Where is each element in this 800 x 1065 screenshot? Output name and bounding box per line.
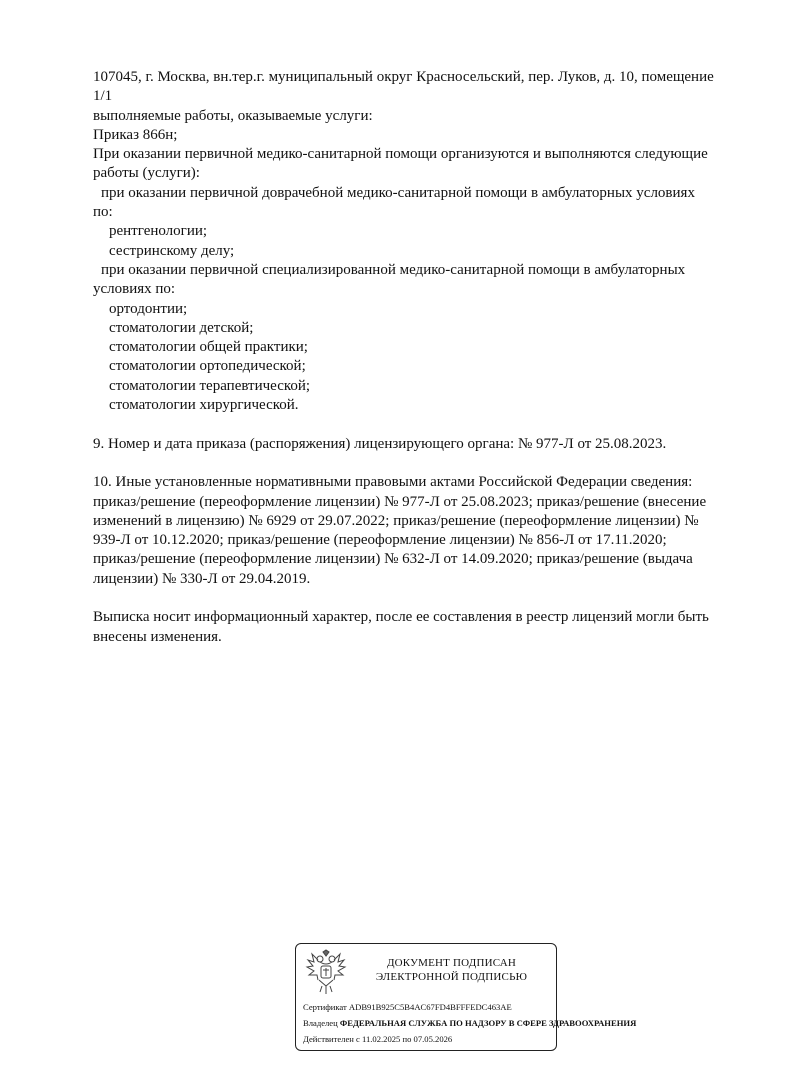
list-item: стоматологии детской; (109, 319, 254, 336)
list-item: сестринскому делу; (109, 242, 235, 259)
section-10-line: изменений в лицензию) № 6929 от 29.07.2022; приказ/решение (переоформление лицензии) № (93, 512, 699, 529)
section-10-line: 939-Л от 10.12.2020; приказ/решение (переоформление лицензии) № 856-Л от 17.11.2020; (93, 532, 667, 549)
certificate-label: Сертификат (303, 1002, 347, 1012)
spacer (93, 454, 763, 473)
owner-line (303, 1017, 636, 1029)
works-heading: выполняемые работы, оказываемые услуги: (93, 107, 373, 124)
disclaimer-line-2: внесены изменения. (93, 628, 222, 645)
prehospital-intro-line-1: при оказании первичной доврачебной медико-санитарной помощи в амбулаторных условиях (101, 184, 695, 201)
document-body (93, 68, 763, 647)
primary-intro-line-1: При оказании первичной медико-санитарной помощи организуются и выполняются следующие (93, 146, 708, 163)
validity-line: Действителен с 11.02.2025 по 07.05.2026 (303, 1034, 453, 1044)
stamp-title-line-1: ДОКУМЕНТ ПОДПИСАН (386, 957, 517, 969)
disclaimer-line-1: Выписка носит информационный характер, после ее составления в реестр лицензий могли быть (93, 609, 709, 626)
stamp-title-line-2: ЭЛЕКТРОННОЙ ПОДПИСЬЮ (375, 971, 528, 983)
owner-value: ФЕДЕРАЛЬНАЯ СЛУЖБА ПО НАДЗОРУ В СФЕРЕ ЗДРАВООХРАНЕНИЯ (339, 1018, 637, 1028)
spacer (93, 415, 763, 434)
section-10-line: 10. Иные установленные нормативными правовыми актами Российской Федерации сведения: (93, 474, 693, 491)
section-10-line: приказ/решение (переоформление лицензии) № 977-Л от 25.08.2023; приказ/решение (внесение (93, 493, 707, 510)
certificate-line (303, 1001, 512, 1013)
stamp-title (354, 956, 549, 984)
spacer (93, 589, 763, 608)
specialized-intro-line-2: условиях по: (93, 281, 176, 298)
specialized-intro-line-1: при оказании первичной специализированной медико-санитарной помощи в амбулаторных (101, 261, 686, 278)
signature-stamp (295, 943, 637, 1051)
list-item: стоматологии хирургической. (109, 397, 299, 414)
owner-label: Владелец (303, 1018, 338, 1028)
coat-of-arms-icon (304, 950, 348, 996)
section-10-line: приказ/решение (переоформление лицензии) № 632-Л от 14.09.2020; приказ/решение (выдача (93, 551, 693, 568)
list-item: стоматологии ортопедической; (109, 358, 306, 375)
list-item: стоматологии общей практики; (109, 339, 308, 356)
order-reference: Приказ 866н; (93, 126, 178, 143)
prehospital-intro-line-2: по: (93, 204, 113, 221)
address-line-1: 107045, г. Москва, вн.тер.г. муниципальный округ Красносельский, пер. Луков, д. 10, помещение (93, 69, 714, 85)
certificate-value: ADB91B925C5B4AC67FD4BFFFEDC463AE (348, 1002, 512, 1012)
list-item: рентгенологии; (109, 223, 208, 240)
primary-intro-line-2: работы (услуги): (93, 165, 200, 182)
address-line-2: 1/1 (93, 88, 113, 105)
list-item: стоматологии терапевтической; (109, 377, 311, 394)
section-10-line: лицензии) № 330-Л от 29.04.2019. (93, 570, 311, 587)
list-item: ортодонтии; (109, 300, 188, 317)
section-9: 9. Номер и дата приказа (распоряжения) лицензирующего органа: № 977-Л от 25.08.2023. (93, 435, 667, 452)
